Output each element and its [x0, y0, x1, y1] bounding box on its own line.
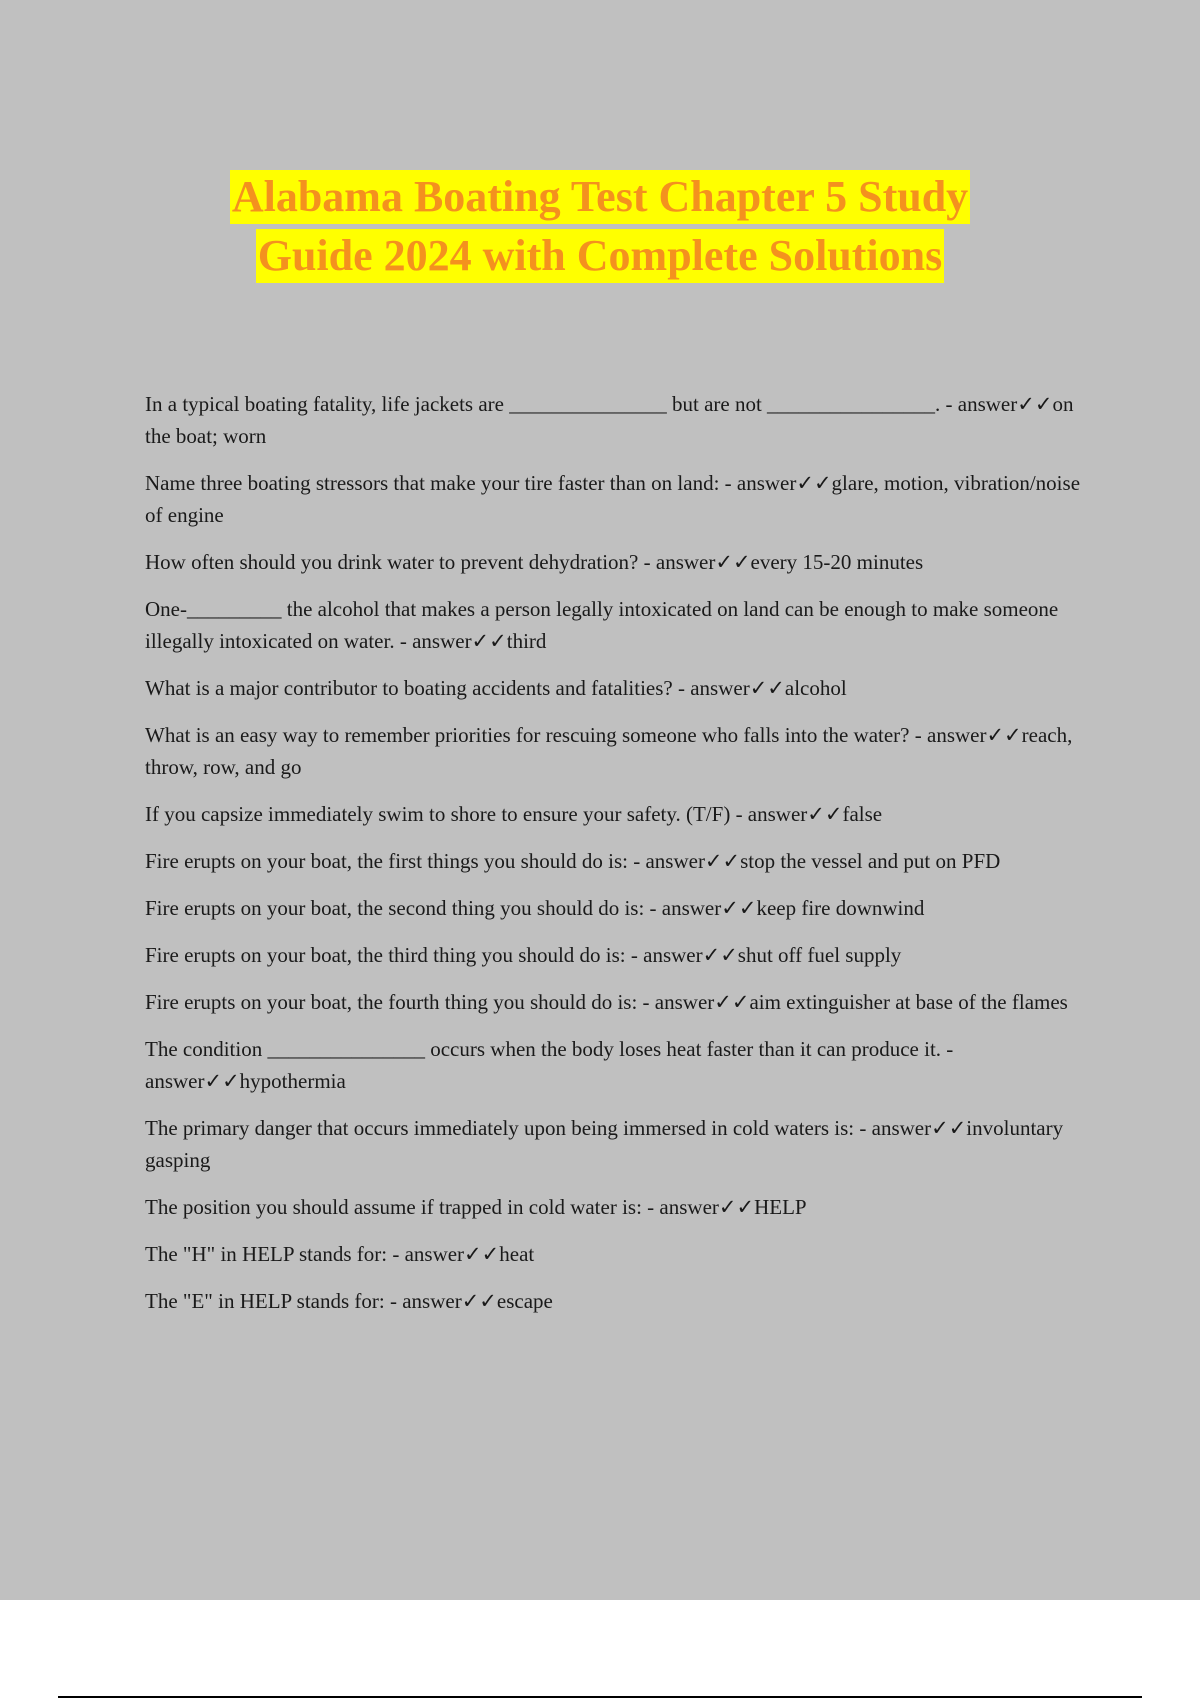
qa-item: Fire erupts on your boat, the third thing you should do is: - answer✓✓shut off fuel supply: [145, 943, 902, 967]
footer-divider: [58, 1696, 1142, 1698]
qa-item: The condition _______________ occurs when the body loses heat faster than it can produce it. - answer✓✓hypothermia: [145, 1037, 954, 1093]
title-line-1: Alabama Boating Test Chapter 5 Study: [230, 170, 970, 224]
qa-item: One-_________ the alcohol that makes a person legally intoxicated on land can be enough to make someone illegally intoxicated on water. - answer✓✓third: [145, 597, 1059, 653]
qa-item: Name three boating stressors that make your tire faster than on land: - answer✓✓glare, motion, vibration/noise of engine: [145, 471, 1081, 527]
qa-item: The "E" in HELP stands for: - answer✓✓escape: [145, 1289, 553, 1313]
qa-item: If you capsize immediately swim to shore to ensure your safety. (T/F) - answer✓✓false: [145, 802, 883, 826]
qa-item: What is a major contributor to boating accidents and fatalities? - answer✓✓alcohol: [145, 676, 847, 700]
qa-item: The primary danger that occurs immediately upon being immersed in cold waters is: - answer✓✓involuntary gasping: [145, 1116, 1064, 1172]
qa-item: Fire erupts on your boat, the fourth thing you should do is: - answer✓✓aim extinguisher at base of the flames: [145, 990, 1068, 1014]
qa-item: How often should you drink water to prevent dehydration? - answer✓✓every 15-20 minutes: [145, 550, 924, 574]
qa-item: The position you should assume if trapped in cold water is: - answer✓✓HELP: [145, 1195, 807, 1219]
qa-item: Fire erupts on your boat, the second thing you should do is: - answer✓✓keep fire downwind: [145, 896, 925, 920]
document-title: [0, 170, 1200, 288]
qa-item: The "H" in HELP stands for: - answer✓✓heat: [145, 1242, 535, 1266]
title-line-2: Guide 2024 with Complete Solutions: [256, 229, 945, 283]
qa-item: Fire erupts on your boat, the first things you should do is: - answer✓✓stop the vessel and put on PFD: [145, 849, 1001, 873]
qa-list: [145, 388, 1085, 1332]
qa-item: In a typical boating fatality, life jackets are _______________ but are not ________________. - answer✓✓on the boat; worn: [145, 392, 1074, 448]
qa-item: What is an easy way to remember priorities for rescuing someone who falls into the water? - answer✓✓reach, throw, row, and go: [145, 723, 1073, 779]
